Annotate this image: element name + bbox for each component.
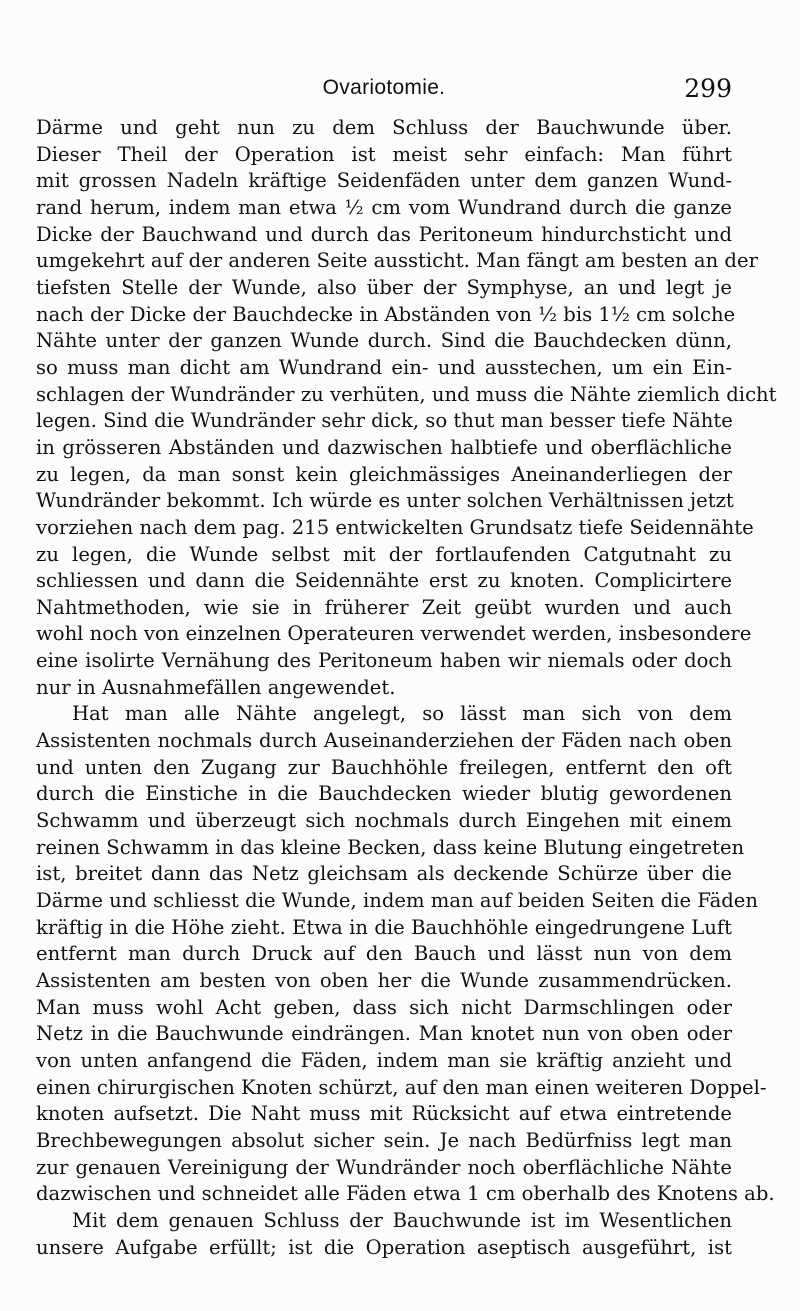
text-line: knoten aufsetzt. Die Naht muss mit Rücksicht auf etwa eintretende — [36, 1102, 732, 1126]
text-line: unsere Aufgabe erfüllt; ist die Operation aseptisch ausgeführt, ist — [36, 1235, 732, 1259]
page-header — [36, 74, 732, 114]
page-number: 299 — [684, 74, 732, 103]
text-line: Hat man alle Nähte angelegt, so lässt man sich von dem — [72, 702, 732, 726]
running-title: Ovariotomie. — [322, 76, 446, 99]
text-line: reinen Schwamm in das kleine Becken, dass keine Blutung eingetreten — [36, 835, 745, 859]
text-line: kräftig in die Höhe zieht. Etwa in die Bauchhöhle eingedrungene Luft — [36, 915, 732, 939]
text-line: Nahtmethoden, wie sie in früherer Zeit geübt wurden und auch — [36, 595, 732, 619]
text-line: legen. Sind die Wundränder sehr dick, so thut man besser tiefe Nähte — [36, 409, 733, 433]
text-line: und unten den Zugang zur Bauchhöhle freilegen, entfernt den oft — [36, 755, 732, 779]
text-line: Nähte unter der ganzen Wunde durch. Sind die Bauchdecken dünn, — [36, 329, 732, 353]
text-line: schliessen und dann die Seidennähte erst zu knoten. Complicirtere — [36, 569, 732, 593]
text-line: rand herum, indem man etwa ½ cm vom Wundrand durch die ganze — [36, 195, 732, 219]
text-line: von unten anfangend die Fäden, indem man sie kräftig anzieht und — [36, 1048, 732, 1072]
text-line: tiefsten Stelle der Wunde, also über der Symphyse, an und legt je — [36, 275, 732, 299]
text-line: Därme und geht nun zu dem Schluss der Bauchwunde über. — [36, 116, 732, 139]
text-line: Därme und schliesst die Wunde, indem man auf beiden Seiten die Fäden — [36, 889, 759, 913]
text-line: Assistenten am besten von oben her die Wunde zusammendrücken. — [36, 969, 732, 992]
text-line: mit grossen Nadeln kräftige Seidenfäden unter dem ganzen Wund- — [36, 169, 732, 193]
text-line: nur in Ausnahmefällen angewendet. — [36, 675, 396, 699]
text-line: ist, breitet dann das Netz gleichsam als deckende Schürze über die — [36, 862, 732, 886]
text-line: zu legen, da man sonst kein gleichmässiges Aneinanderliegen der — [36, 462, 732, 486]
text-line: umgekehrt auf der anderen Seite aussticht. Man fängt am besten an der — [36, 249, 758, 273]
text-line: Dicke der Bauchwand und durch das Peritoneum hindurchsticht und — [36, 222, 732, 246]
text-line: wohl noch von einzelnen Operateuren verwendet werden, insbesondere — [36, 622, 752, 646]
text-line: Mit dem genauen Schluss der Bauchwunde ist im Wesentlichen — [72, 1208, 732, 1232]
text-line: zur genauen Vereinigung der Wundränder noch oberflächliche Nähte — [36, 1155, 732, 1179]
text-line: so muss man dicht am Wundrand ein- und ausstechen, um ein Ein- — [36, 355, 732, 379]
text-line: Brechbewegungen absolut sicher sein. Je nach Bedürfniss legt man — [36, 1128, 732, 1152]
text-line: in grösseren Abständen und dazwischen halbtiefe und oberflächliche — [36, 435, 732, 459]
text-line: Dieser Theil der Operation ist meist sehr einfach: Man führt — [36, 142, 732, 166]
text-line: dazwischen und schneidet alle Fäden etwa 1 cm oberhalb des Knotens ab. — [36, 1182, 775, 1206]
text-line: entfernt man durch Druck auf den Bauch und lässt nun von dem — [36, 942, 732, 966]
text-line: Wundränder bekommt. Ich würde es unter solchen Verhältnissen jetzt — [36, 489, 734, 513]
text-line: Assistenten nochmals durch Auseinanderziehen der Fäden nach oben — [36, 729, 732, 753]
text-line: vorziehen nach dem pag. 215 entwickelten Grundsatz tiefe Seidennähte — [36, 515, 754, 539]
text-line: Schwamm und überzeugt sich nochmals durch Eingehen mit einem — [36, 809, 732, 833]
text-line: eine isolirte Vernähung des Peritoneum haben wir niemals oder doch — [36, 649, 732, 673]
text-line: einen chirurgischen Knoten schürzt, auf den man einen weiteren Doppel- — [36, 1075, 767, 1099]
body-text — [36, 115, 777, 1261]
text-line: durch die Einstiche in die Bauchdecken wieder blutig gewordenen — [36, 782, 732, 806]
text-line: Netz in die Bauchwunde eindrängen. Man knotet nun von oben oder — [36, 1022, 732, 1046]
text-line: schlagen der Wundränder zu verhüten, und muss die Nähte ziemlich dicht — [36, 382, 777, 406]
text-line: zu legen, die Wunde selbst mit der fortlaufenden Catgutnaht zu — [36, 542, 732, 566]
text-line: nach der Dicke der Bauchdecke in Abständen von ½ bis 1½ cm solche — [36, 302, 736, 326]
text-line: Man muss wohl Acht geben, dass sich nicht Darmschlingen oder — [36, 995, 732, 1019]
